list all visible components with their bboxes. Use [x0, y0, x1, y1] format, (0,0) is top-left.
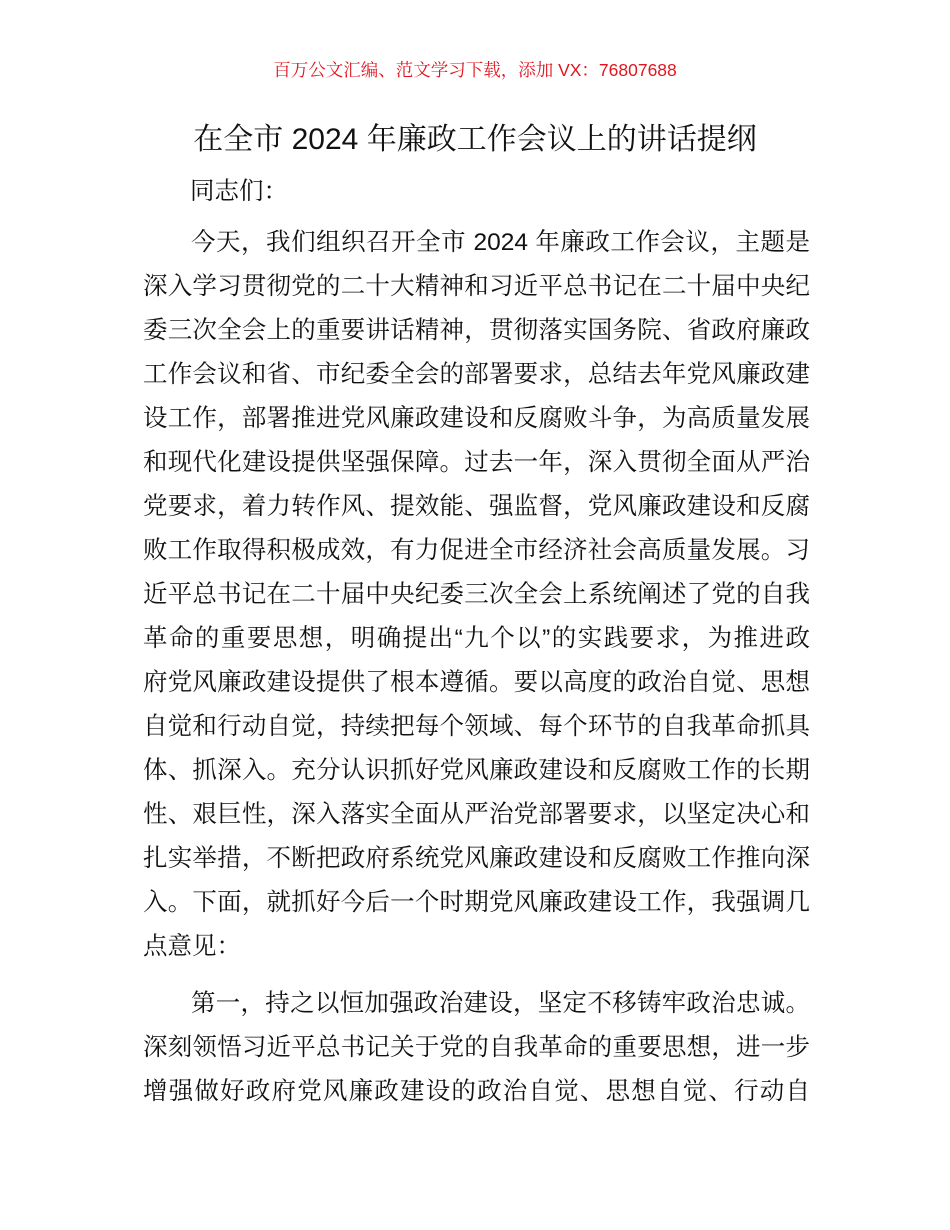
text-line: 府党风廉政建设提供了根本遵循。要以高度的政治自觉、思想 [143, 669, 810, 696]
text-line: 近平总书记在二十届中央纪委三次全会上系统阐述了党的自我 [143, 581, 810, 608]
salutation: 同志们： [190, 178, 288, 205]
text-line: 性、艰巨性，深入落实全面从严治党部署要求，以坚定决心和 [143, 801, 810, 828]
text-line: 扎实举措，不断把政府系统党风廉政建设和反腐败工作推向深 [143, 845, 810, 872]
text-line: 体、抓深入。充分认识抓好党风廉政建设和反腐败工作的长期 [143, 757, 810, 784]
watermark-banner: 百万公文汇编、范文学习下载，添加 VX：76807688 [273, 60, 677, 80]
text-line: 深刻领悟习近平总书记关于党的自我革命的重要思想，进一步 [143, 1034, 810, 1061]
text-line: 设工作，部署推进党风廉政建设和反腐败斗争，为高质量发展 [143, 405, 810, 432]
text-line: 深入学习贯彻党的二十大精神和习近平总书记在二十届中央纪 [143, 273, 810, 300]
text-line: 党要求，着力转作风、提效能、强监督，党风廉政建设和反腐 [143, 493, 810, 520]
text-line: 增强做好政府党风廉政建设的政治自觉、思想自觉、行动自 [143, 1078, 810, 1105]
text-line: 今天，我们组织召开全市 2024 年廉政工作会议，主题是 [191, 229, 810, 256]
paragraph-intro [143, 221, 810, 969]
text-line: 自觉和行动自觉，持续把每个领域、每个环节的自我革命抓具 [143, 713, 810, 740]
paragraph-first-point [143, 982, 810, 1114]
document-title: 在全市 2024 年廉政工作会议上的讲话提纲 [193, 123, 757, 156]
text-line: 第一，持之以恒加强政治建设，坚定不移铸牢政治忠诚。 [191, 990, 810, 1017]
text-line: 入。下面，就抓好今后一个时期党风廉政建设工作，我强调几 [143, 889, 810, 916]
text-line: 革命的重要思想，明确提出“九个以”的实践要求，为推进政 [143, 625, 810, 652]
text-line: 工作会议和省、市纪委全会的部署要求，总结去年党风廉政建 [143, 361, 810, 388]
text-line: 点意见： [143, 933, 241, 960]
text-line: 委三次全会上的重要讲话精神，贯彻落实国务院、省政府廉政 [143, 317, 810, 344]
text-line: 和现代化建设提供坚强保障。过去一年，深入贯彻全面从严治 [143, 449, 810, 476]
text-line: 败工作取得积极成效，有力促进全市经济社会高质量发展。习 [143, 537, 810, 564]
